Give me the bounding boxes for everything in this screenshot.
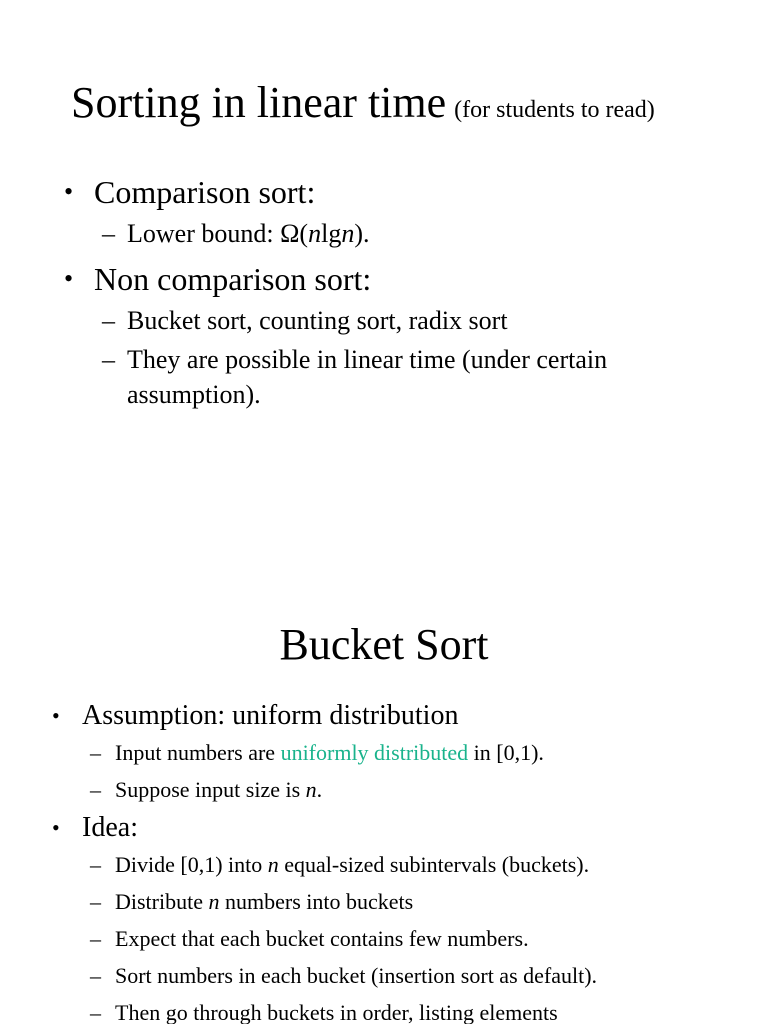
paren-open: ( xyxy=(299,219,309,248)
text-after: in [0,1). xyxy=(468,740,544,765)
sub-bullet-linear-time xyxy=(64,342,724,412)
text-before: Divide [0,1) into xyxy=(115,852,268,877)
bullet-label: Idea xyxy=(82,812,131,843)
sub-bullet-text: Expect that each bucket contains few numbers. xyxy=(115,926,529,951)
bullet-icon: • xyxy=(64,264,74,293)
dash-icon: – xyxy=(90,889,101,914)
bullet-icon: • xyxy=(52,815,60,840)
highlight-uniformly-distributed: uniformly distributed xyxy=(280,740,469,765)
bullet-comparison-sort xyxy=(64,172,724,212)
sub-bullet-divide xyxy=(52,846,732,883)
sub-bullet-sort-types xyxy=(64,303,724,338)
text-before: Suppose input size is xyxy=(115,777,306,802)
sub-bullet-distribute xyxy=(52,883,732,920)
lower-bound-prefix: Lower bound: xyxy=(127,219,281,248)
var-n: n xyxy=(305,777,317,802)
dash-icon: – xyxy=(90,740,101,765)
dash-icon: – xyxy=(90,852,101,877)
text-after: numbers into buckets xyxy=(219,889,414,914)
bullet-idea xyxy=(52,810,732,846)
text-before: Input numbers are xyxy=(115,740,281,765)
paren-close: ). xyxy=(354,219,370,248)
bullet-label-suffix: : xyxy=(130,812,138,843)
bullet-icon: • xyxy=(64,177,74,206)
bullet-label: Non comparison sort: xyxy=(94,261,372,297)
bullet-label: Comparison sort: xyxy=(94,174,316,210)
text-before: Distribute xyxy=(115,889,209,914)
bullet-label: Assumption: uniform distribution xyxy=(82,700,459,731)
dash-icon: – xyxy=(102,219,115,248)
sub-bullet-go-through xyxy=(52,994,732,1024)
dash-icon: – xyxy=(102,306,115,335)
omega-symbol: Ω xyxy=(280,219,300,248)
bullet-icon: • xyxy=(52,703,60,728)
sub-bullet-input-size xyxy=(52,771,732,808)
sub-bullet-line2: assumption). xyxy=(127,380,261,409)
dash-icon: – xyxy=(90,777,101,802)
dash-icon: – xyxy=(90,963,101,988)
sub-bullet-sort-each xyxy=(52,957,732,994)
dash-icon: – xyxy=(102,345,115,374)
var-n: n xyxy=(267,852,279,877)
slide-bucket-sort xyxy=(0,512,768,1024)
sub-bullet-text: Then go through buckets in order, listing elements xyxy=(115,1000,558,1024)
slide1-bullet-list xyxy=(64,172,724,412)
bullet-assumption xyxy=(52,698,732,734)
sub-bullet-text: Bucket sort, counting sort, radix sort xyxy=(127,306,508,335)
dash-icon: – xyxy=(90,926,101,951)
sub-bullet-lower-bound xyxy=(64,216,724,251)
slide1-title-subtitle: (for students to read) xyxy=(454,97,655,123)
sub-bullet-uniform-input xyxy=(52,734,732,771)
bullet-non-comparison-sort xyxy=(64,259,724,299)
sub-bullet-text: Sort numbers in each bucket (insertion sort as default). xyxy=(115,963,598,988)
text-after: equal-sized subintervals (buckets). xyxy=(278,852,590,877)
var-n: n xyxy=(208,889,220,914)
dash-icon: – xyxy=(90,1000,101,1024)
lg-text: lg xyxy=(321,219,342,248)
var-n: n xyxy=(308,219,322,248)
slide1-title xyxy=(71,78,655,135)
sub-bullet-line1: They are possible in linear time (under certain xyxy=(127,345,608,374)
text-after: . xyxy=(316,777,323,802)
slide2-bullet-list xyxy=(52,698,732,1024)
var-n: n xyxy=(341,219,355,248)
sub-bullet-expect xyxy=(52,920,732,957)
slide2-title: Bucket Sort xyxy=(279,620,489,669)
slide1-title-main: Sorting in linear time xyxy=(71,78,447,127)
